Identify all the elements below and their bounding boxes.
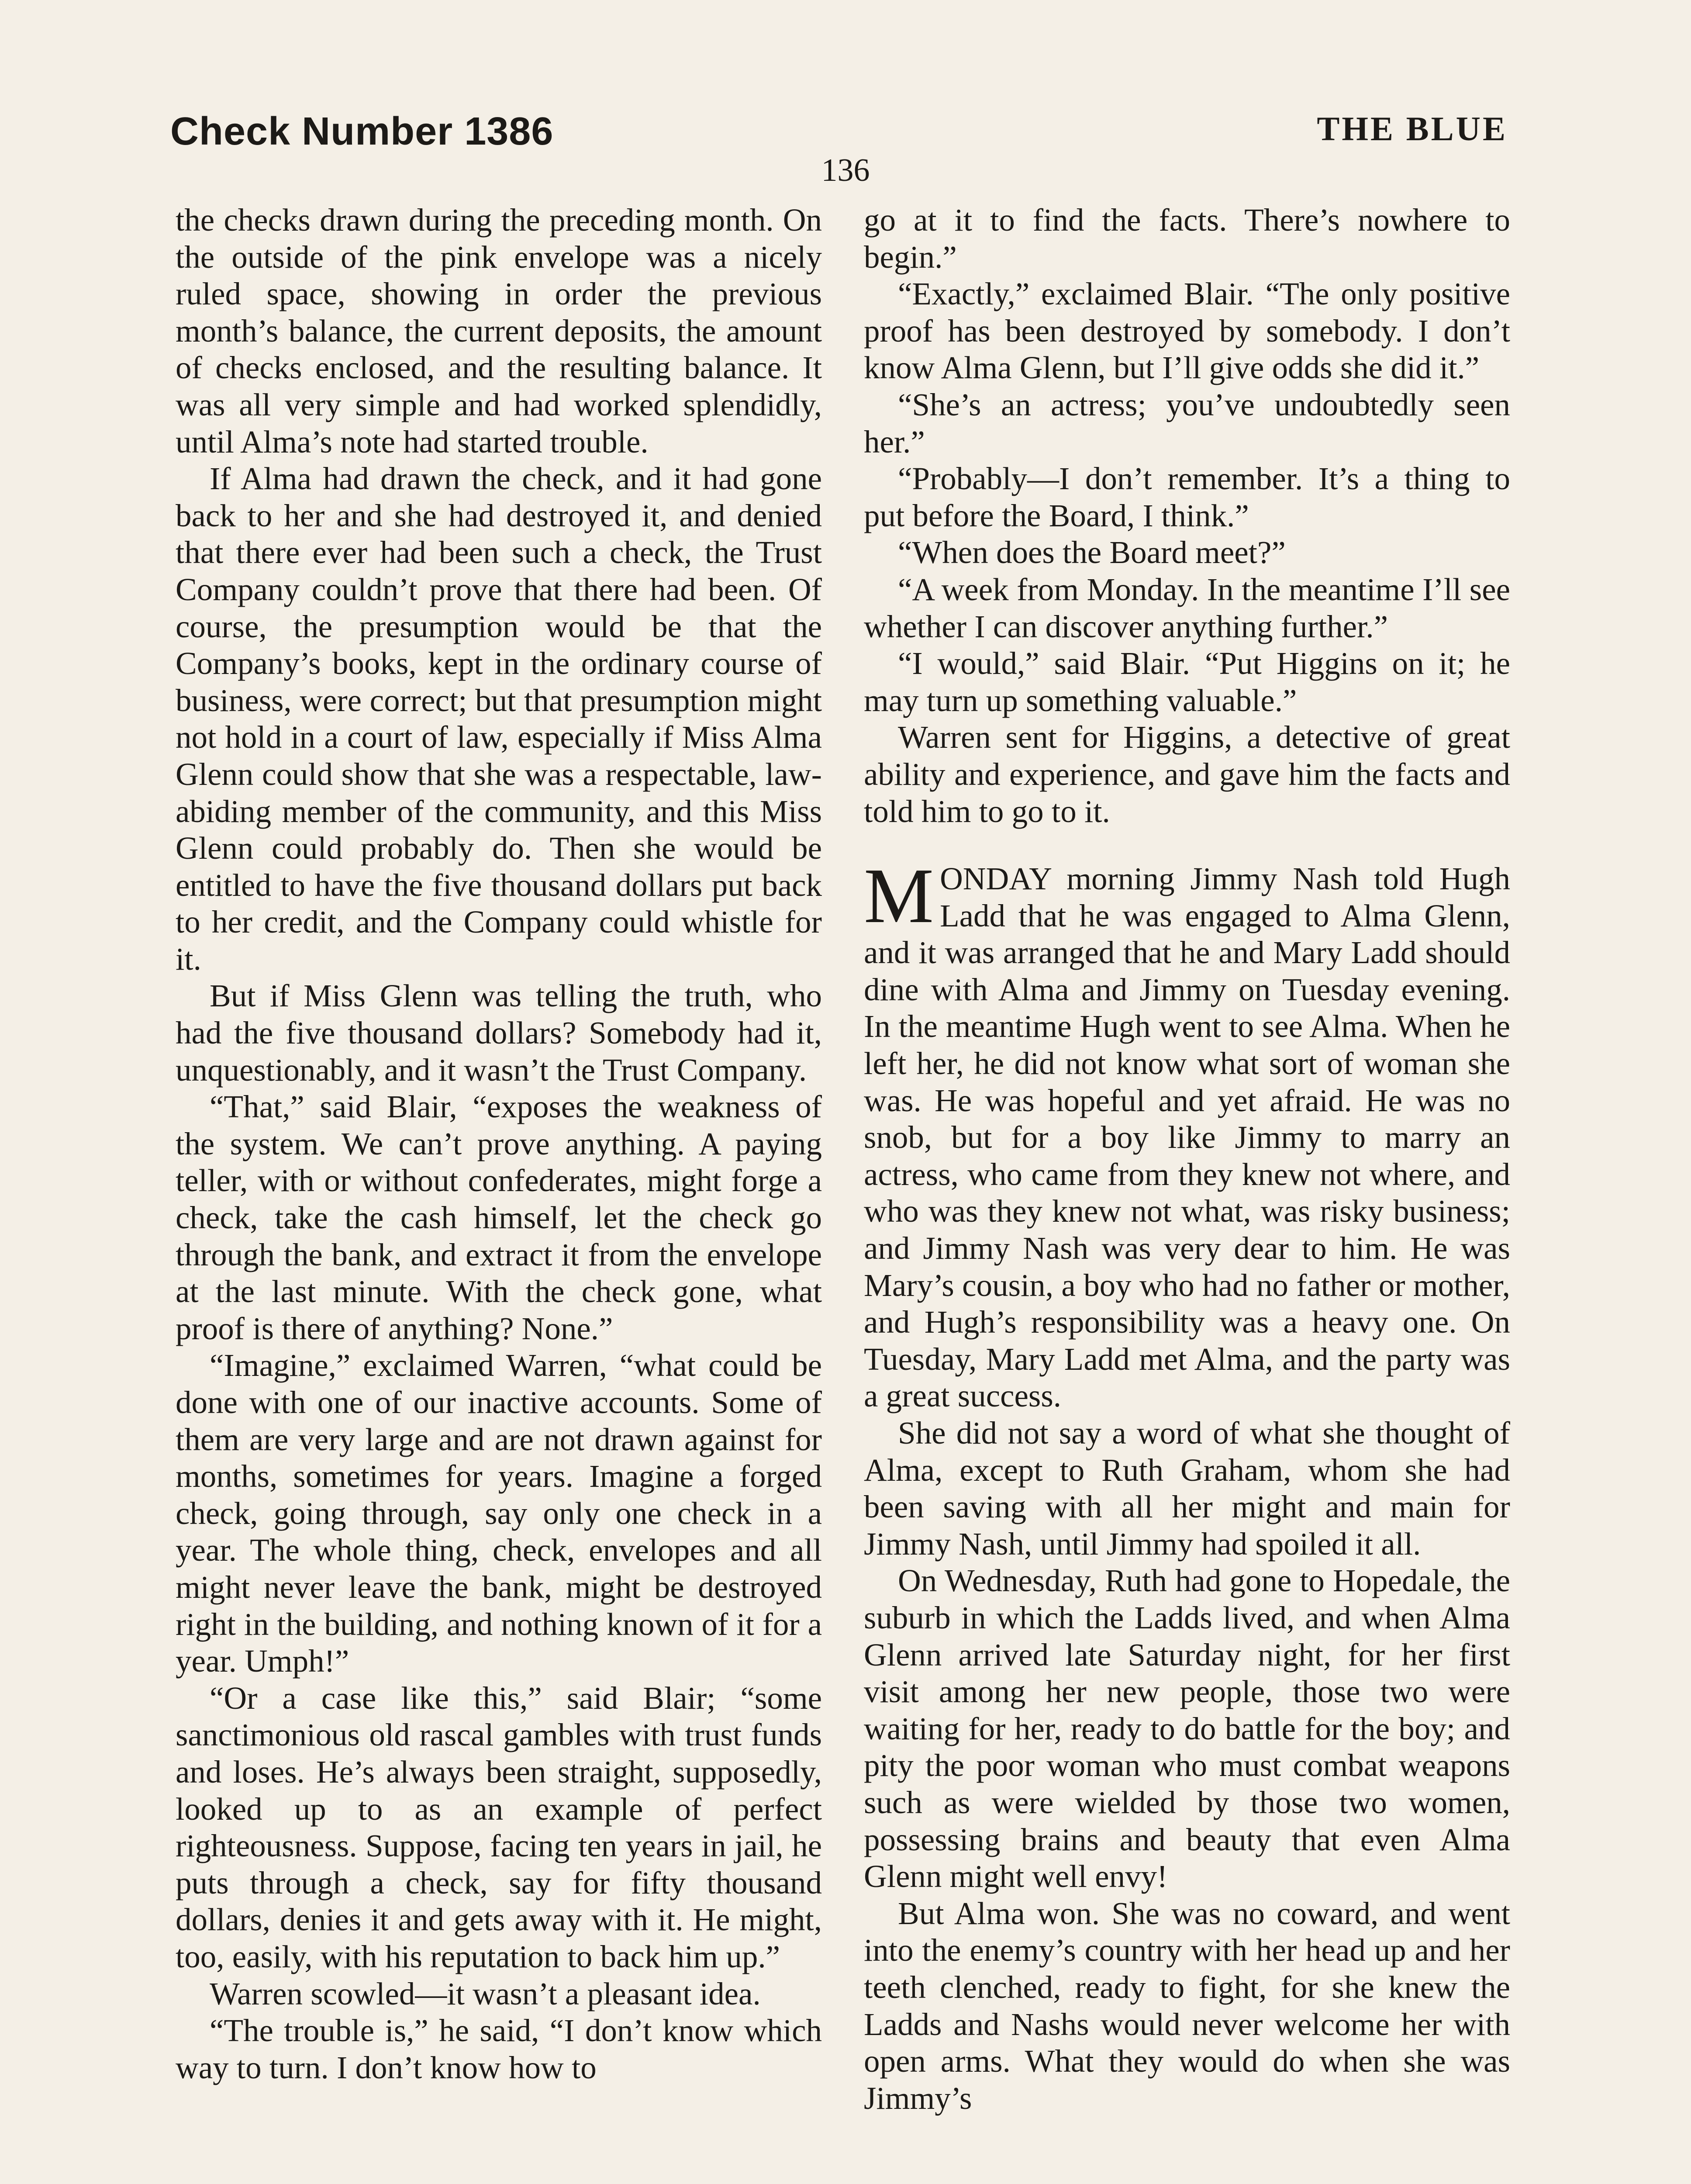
left-column [176,202,822,2086]
paragraph: “A week from Monday. In the meantime I’ll see whether I can discover anything further.” [864,571,1510,644]
paragraph: “Exactly,” exclaimed Blair. “The only positive proof has been destroyed by somebody. I don’t know Alma Glenn, but I’ll give odds she did it.” [864,276,1510,386]
page-number: 136 [821,152,870,188]
paragraph: “Probably—I don’t remember. It’s a thing to put before the Board, I think.” [864,461,1510,533]
paragraph: “The trouble is,” he said, “I don’t know which way to turn. I don’t know how to [176,2013,822,2085]
paragraph: “Imagine,” exclaimed Warren, “what could be done with one of our inactive accounts. Some of them are very large and are not drawn against for months, sometimes for years. Imagine a forged check, going through, say only one check in a year. The whole thing, check, envelopes and all might never leave the bank, might be destroyed right in the building, and nothing known of it for a year. Umph!” [176,1348,822,1679]
paragraph: But Alma won. She was no coward, and went into the enemy’s country with her head up and her teeth clenched, ready to fight, for she knew the Ladds and Nashs would never welcome her with open arms. What they would do when she was Jimmy’s [864,1895,1510,2116]
paragraph: Warren scowled—it wasn’t a pleasant idea. [210,1976,761,2011]
section-lead-word: ONDAY [940,861,1051,897]
magazine-title: THE BLUE [1317,110,1508,148]
paragraph: But if Miss Glenn was telling the truth, who had the five thousand dollars? Somebody had it, unquestionably, and it wasn’t the Trust Company. [176,978,822,1088]
paragraph: “I would,” said Blair. “Put Higgins on it; he may turn up something valuable.” [864,646,1510,718]
paragraph: the checks drawn during the preceding month. On the outside of the pink envelope was a nicely ruled space, showing in order the previous month’s balance, the current deposits, the amount of checks enclosed, and the resulting balance. It was all very simple and had worked splendidly, until Alma’s note had started trouble. [176,202,822,460]
paragraph: She did not say a word of what she thought of Alma, except to Ruth Graham, whom she had been saving with all her might and main for Jimmy Nash, until Jimmy had spoiled it all. [864,1415,1510,1562]
section-opening-paragraph [864,852,1510,1415]
paragraph: Warren sent for Higgins, a detective of great ability and experience, and gave him the facts and told him to go to it. [864,719,1510,829]
paragraph: If Alma had drawn the check, and it had gone back to her and she had destroyed it, and denied that there ever had been such a check, the Trust Company couldn’t prove that there had been. Of course, the presumption would be that the Company’s books, kept in the ordinary course of business, were correct; but that presumption might not hold in a court of law, especially if Miss Alma Glenn could show that she was a respectable, law-abiding member of the community, and this Miss Glenn could probably do. Then she would be entitled to have the five thousand dollars put back to her credit, and the Company could whistle for it. [176,461,822,977]
paragraph: “When does the Board meet?” [898,535,1286,570]
paragraph: On Wednesday, Ruth had gone to Hopedale, the suburb in which the Ladds lived, and when Alma Glenn arrived late Saturday night, for her first visit among her new people, those two were waiting for her, ready to do battle for the boy; and pity the poor woman who must combat weapons such as were wielded by those two women, possessing brains and beauty that even Alma Glenn might well envy! [864,1563,1510,1894]
drop-cap: M [864,852,934,940]
paragraph: “That,” said Blair, “exposes the weakness of the system. We can’t prove anything. A paying teller, with or without confederates, might forge a check, take the cash himself, let the check go through the bank, and extract it from the envelope at the last minute. With the check gone, what proof is there of anything? None.” [176,1089,822,1346]
section-text: morning Jimmy Nash told Hugh Ladd that he was engaged to Alma Glenn, and it was arranged that he and Mary Ladd should dine with Alma and Jimmy on Tuesday evening. In the meantime Hugh went to see Alma. When he left her, he did not know what sort of woman she was. He was hopeful and yet afraid. He was no snob, but for a boy like Jimmy to marry an actress, who came from they knew not where, and who was they knew not what, was risky business; and Jimmy Nash was very dear to him. He was Mary’s cousin, a boy who had no father or mother, and Hugh’s responsibility was a heavy one. On Tuesday, Mary Ladd met Alma, and the party was a great success. [864,861,1510,1414]
paragraph: “Or a case like this,” said Blair; “some sanctimonious old rascal gambles with trust funds and loses. He’s always been straight, supposedly, looked up to as an example of perfect righteousness. Suppose, facing ten years in jail, he puts through a check, say for fifty thousand dollars, denies it and gets away with it. He might, too, easily, with his reputation to back him up.” [176,1680,822,1974]
right-column [864,202,1510,2117]
story-title: Check Number 1386 [170,110,554,153]
paragraph: go at it to find the facts. There’s nowhere to begin.” [864,202,1510,275]
paragraph: “She’s an actress; you’ve undoubtedly seen her.” [864,387,1510,460]
